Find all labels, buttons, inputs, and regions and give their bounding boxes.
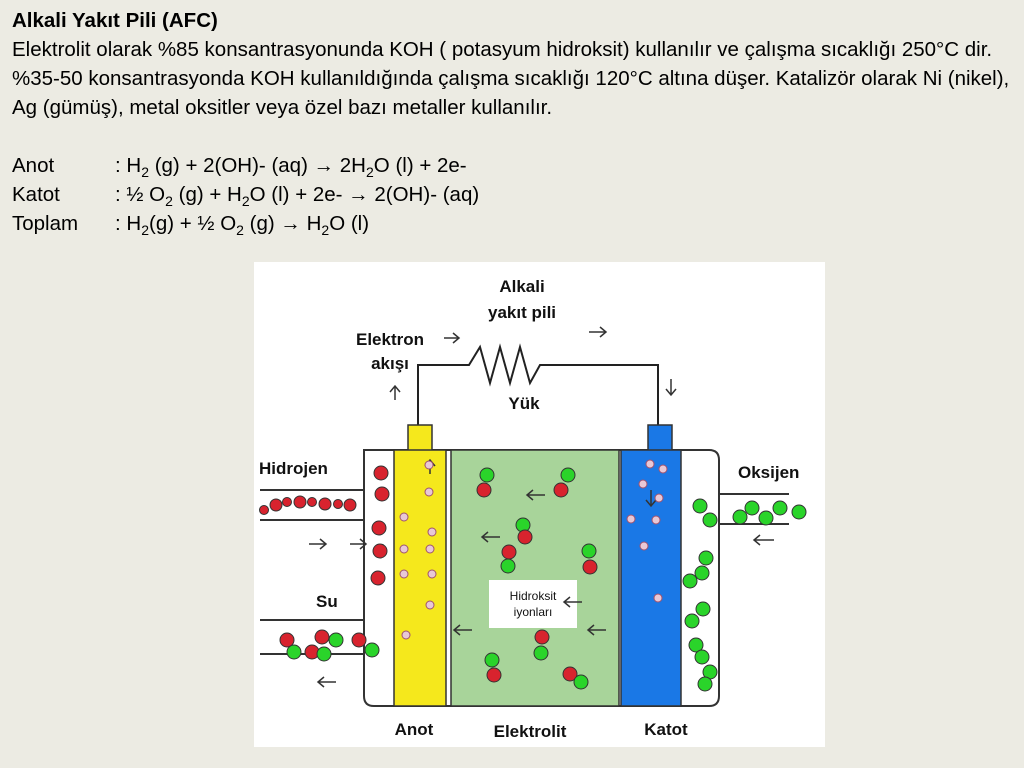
up-arrow-icon	[390, 386, 400, 400]
ion-particle	[425, 488, 433, 496]
ion-particle	[627, 515, 635, 523]
oxygen-atom	[561, 468, 575, 482]
oxygen-atom	[703, 513, 717, 527]
electrolyte-layer	[451, 450, 619, 706]
hydrogen-atom	[554, 483, 568, 497]
hydrogen-atom	[270, 499, 282, 511]
oxygen-atom	[699, 551, 713, 565]
equation-text: : $H_2(g)$ + ½ $O_2$ $(g) \to H_2O$ (l)	[115, 212, 370, 239]
hydrogen-atom	[294, 496, 306, 508]
oxygen-atom	[287, 645, 301, 659]
oxygen-atom	[329, 633, 343, 647]
oxygen-atom	[683, 574, 697, 588]
hydrogen-atom	[315, 630, 329, 644]
ion-particle	[652, 516, 660, 524]
anode-layer	[394, 450, 446, 706]
electrolyte-label: Elektrolit	[493, 722, 567, 741]
hydrogen-atom	[477, 483, 491, 497]
ion-particle	[428, 528, 436, 536]
left-arrow-icon	[754, 535, 774, 545]
oxygen-atom	[685, 614, 699, 628]
equation-row	[12, 151, 1017, 180]
cathode-label: Katot	[644, 720, 688, 739]
oxygen-atom	[693, 499, 707, 513]
right-arrow-icon	[444, 333, 459, 343]
ion-particle	[426, 545, 434, 553]
hydrogen-atom	[319, 498, 331, 510]
water-label: Su	[316, 592, 338, 611]
hydrogen-atom	[375, 487, 389, 501]
equation-text: : $H_2$ (g) + 2(OH)- $(aq) \to 2H_2O$ (l) + 2e-	[115, 154, 467, 181]
hydrogen-atom	[487, 668, 501, 682]
ion-particle	[659, 465, 667, 473]
cathode-terminal	[648, 425, 672, 453]
anode-terminal	[408, 425, 432, 453]
ion-particle	[425, 461, 433, 469]
left-arrow-icon	[318, 677, 336, 687]
ion-particle	[646, 460, 654, 468]
oxygen-atom	[695, 566, 709, 580]
equation-row	[12, 209, 1017, 238]
hydroxide-label-line2: iyonları	[513, 605, 553, 619]
oxygen-atom	[317, 647, 331, 661]
diagram-title-line2: yakıt pili	[487, 303, 557, 322]
oxygen-atom	[696, 602, 710, 616]
oxygen-atom	[485, 653, 499, 667]
oxygen-label: Oksijen	[738, 463, 800, 482]
ion-particle	[655, 494, 663, 502]
oxygen-atom	[745, 501, 759, 515]
equation-row	[12, 180, 1017, 209]
oxygen-atom	[773, 501, 787, 515]
diagram-title-line1: Alkali	[499, 277, 545, 296]
right-arrow-icon	[589, 327, 606, 337]
oxygen-atom	[792, 505, 806, 519]
oxygen-atom	[574, 675, 588, 689]
hydrogen-atom	[502, 545, 516, 559]
oxygen-atom	[365, 643, 379, 657]
ion-particle	[428, 570, 436, 578]
equation-label: Anot	[12, 154, 55, 177]
right-arrow-icon	[309, 539, 326, 549]
cathode-layer	[621, 450, 681, 706]
oxygen-atom	[759, 511, 773, 525]
hydrogen-atom	[535, 630, 549, 644]
oxygen-atom	[501, 559, 515, 573]
hydrogen-atom	[283, 498, 292, 507]
load-label: Yük	[508, 394, 540, 413]
description-paragraph: Elektrolit olarak %85 konsantrasyonunda KOH ( potasyum hidroksit) kullanılır ve çalışma sıcaklığı 250°C dir. %35-50 konsantrasyonda KOH kullanıldığında çalışma sıcaklığı 120°C altına düşer. Katalizör olarak Ni (nikel), Ag (gümüş), metal oksitler veya özel bazı metaller kullanılır.	[12, 38, 1010, 119]
oxygen-atom	[480, 468, 494, 482]
oxygen-atom	[698, 677, 712, 691]
oxygen-atom	[582, 544, 596, 558]
hydrogen-atom	[373, 544, 387, 558]
fuel-cell-svg	[254, 262, 825, 747]
ion-particle	[402, 631, 410, 639]
slide-text	[12, 6, 1017, 238]
oxygen-atom	[534, 646, 548, 660]
hydrogen-atom	[308, 498, 317, 507]
equation-label: Katot	[12, 183, 60, 206]
equation-label: Toplam	[12, 212, 79, 235]
ion-particle	[639, 480, 647, 488]
hydrogen-atom	[334, 500, 343, 509]
ion-particle	[426, 601, 434, 609]
hydroxide-label-line1: Hidroksit	[509, 589, 557, 603]
ion-particle	[640, 542, 648, 550]
down-arrow-icon	[666, 379, 676, 395]
ion-particle	[654, 594, 662, 602]
hydrogen-atom	[518, 530, 532, 544]
slide-title: Alkali Yakıt Pili (AFC)	[12, 9, 218, 32]
equations	[12, 151, 1017, 238]
oxygen-atom	[695, 650, 709, 664]
circuit-wire	[418, 347, 658, 430]
hydrogen-atom	[583, 560, 597, 574]
hydrogen-atom	[371, 571, 385, 585]
hydrogen-label: Hidrojen	[259, 459, 328, 478]
ion-particle	[400, 570, 408, 578]
electron-flow-label-line2: akışı	[371, 354, 409, 373]
anode-label: Anot	[394, 720, 434, 739]
hydrogen-atom	[352, 633, 366, 647]
equation-text: : ½ $O_2$ $(g) + H_2O$ (l) + 2e- → 2(OH)- (aq)	[115, 183, 480, 210]
fuel-cell-diagram	[254, 262, 825, 747]
hydroxide-label-box	[489, 580, 577, 628]
ion-particle	[400, 545, 408, 553]
hydrogen-atom	[344, 499, 356, 511]
electron-flow-label-line1: Elektron	[355, 330, 425, 349]
hydrogen-atom	[372, 521, 386, 535]
hydrogen-atom	[260, 506, 269, 515]
hydrogen-atom	[374, 466, 388, 480]
oxygen-atom	[733, 510, 747, 524]
ion-particle	[400, 513, 408, 521]
